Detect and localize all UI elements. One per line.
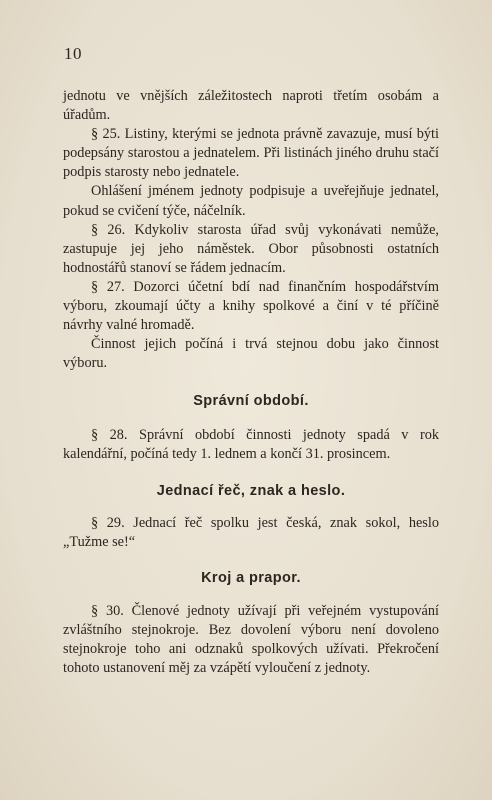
paragraph-section-29: § 29. Jednací řeč spolku jest česká, znak sokol, heslo „Tužme se!“ — [63, 514, 439, 550]
heading-administrative-period: Správní období. — [193, 393, 309, 410]
paragraph-announcements: Ohlášení jménem jednoty podpisuje a uveřejňuje jednatel, pokud se cvičení týče, náčelník. — [63, 183, 439, 219]
heading-language-emblem-motto: Jednací řeč, znak a heslo. — [156, 482, 346, 499]
paragraph-section-25: § 25. Listiny, kterými se jednota právně zavazuje, musí býti podepsány starostou a jednatelem. Při listinách jiného druhu stačí podpis starosty nebo jednatele. — [63, 126, 439, 181]
paragraph-section-28: § 28. Správní období činnosti jednoty spadá v rok kalendářní, počíná tedy 1. lednem a končí 31. prosincem. — [63, 426, 439, 462]
page-content — [63, 87, 439, 678]
paragraph-section-26: § 26. Kdykoliv starosta úřad svůj vykonávati nemůže, zastupuje jej jeho náměstek. Obor působnosti ostatních hodnostářů stanoví se řádem jednacím. — [63, 221, 439, 276]
paragraph-section-27: § 27. Dozorci účetní bdí nad finančním hospodářstvím výboru, zkoumají účty a knihy spolkové a činí v té příčině návrhy valné hromadě. — [63, 278, 439, 334]
heading-uniform-banner: Kroj a prapor. — [201, 569, 301, 586]
page-number: 10 — [64, 44, 82, 63]
paragraph-section-30: § 30. Členové jednoty užívají při veřejném vystupování zvláštního stejnokroje. Bez dovolení výboru není dovoleno stejnokroje toho ani odznaků spolkových užívati. Překročení tohoto ustanovení měj za vzápětí vyloučení z jednoty. — [63, 603, 439, 677]
paragraph-auditors-term: Činnost jejich počíná i trvá stejnou dobu jako činnost výboru. — [63, 336, 439, 372]
paragraph-continuation: jednotu ve vnějších záležitostech naproti třetím osobám a úřadům. — [63, 88, 439, 124]
